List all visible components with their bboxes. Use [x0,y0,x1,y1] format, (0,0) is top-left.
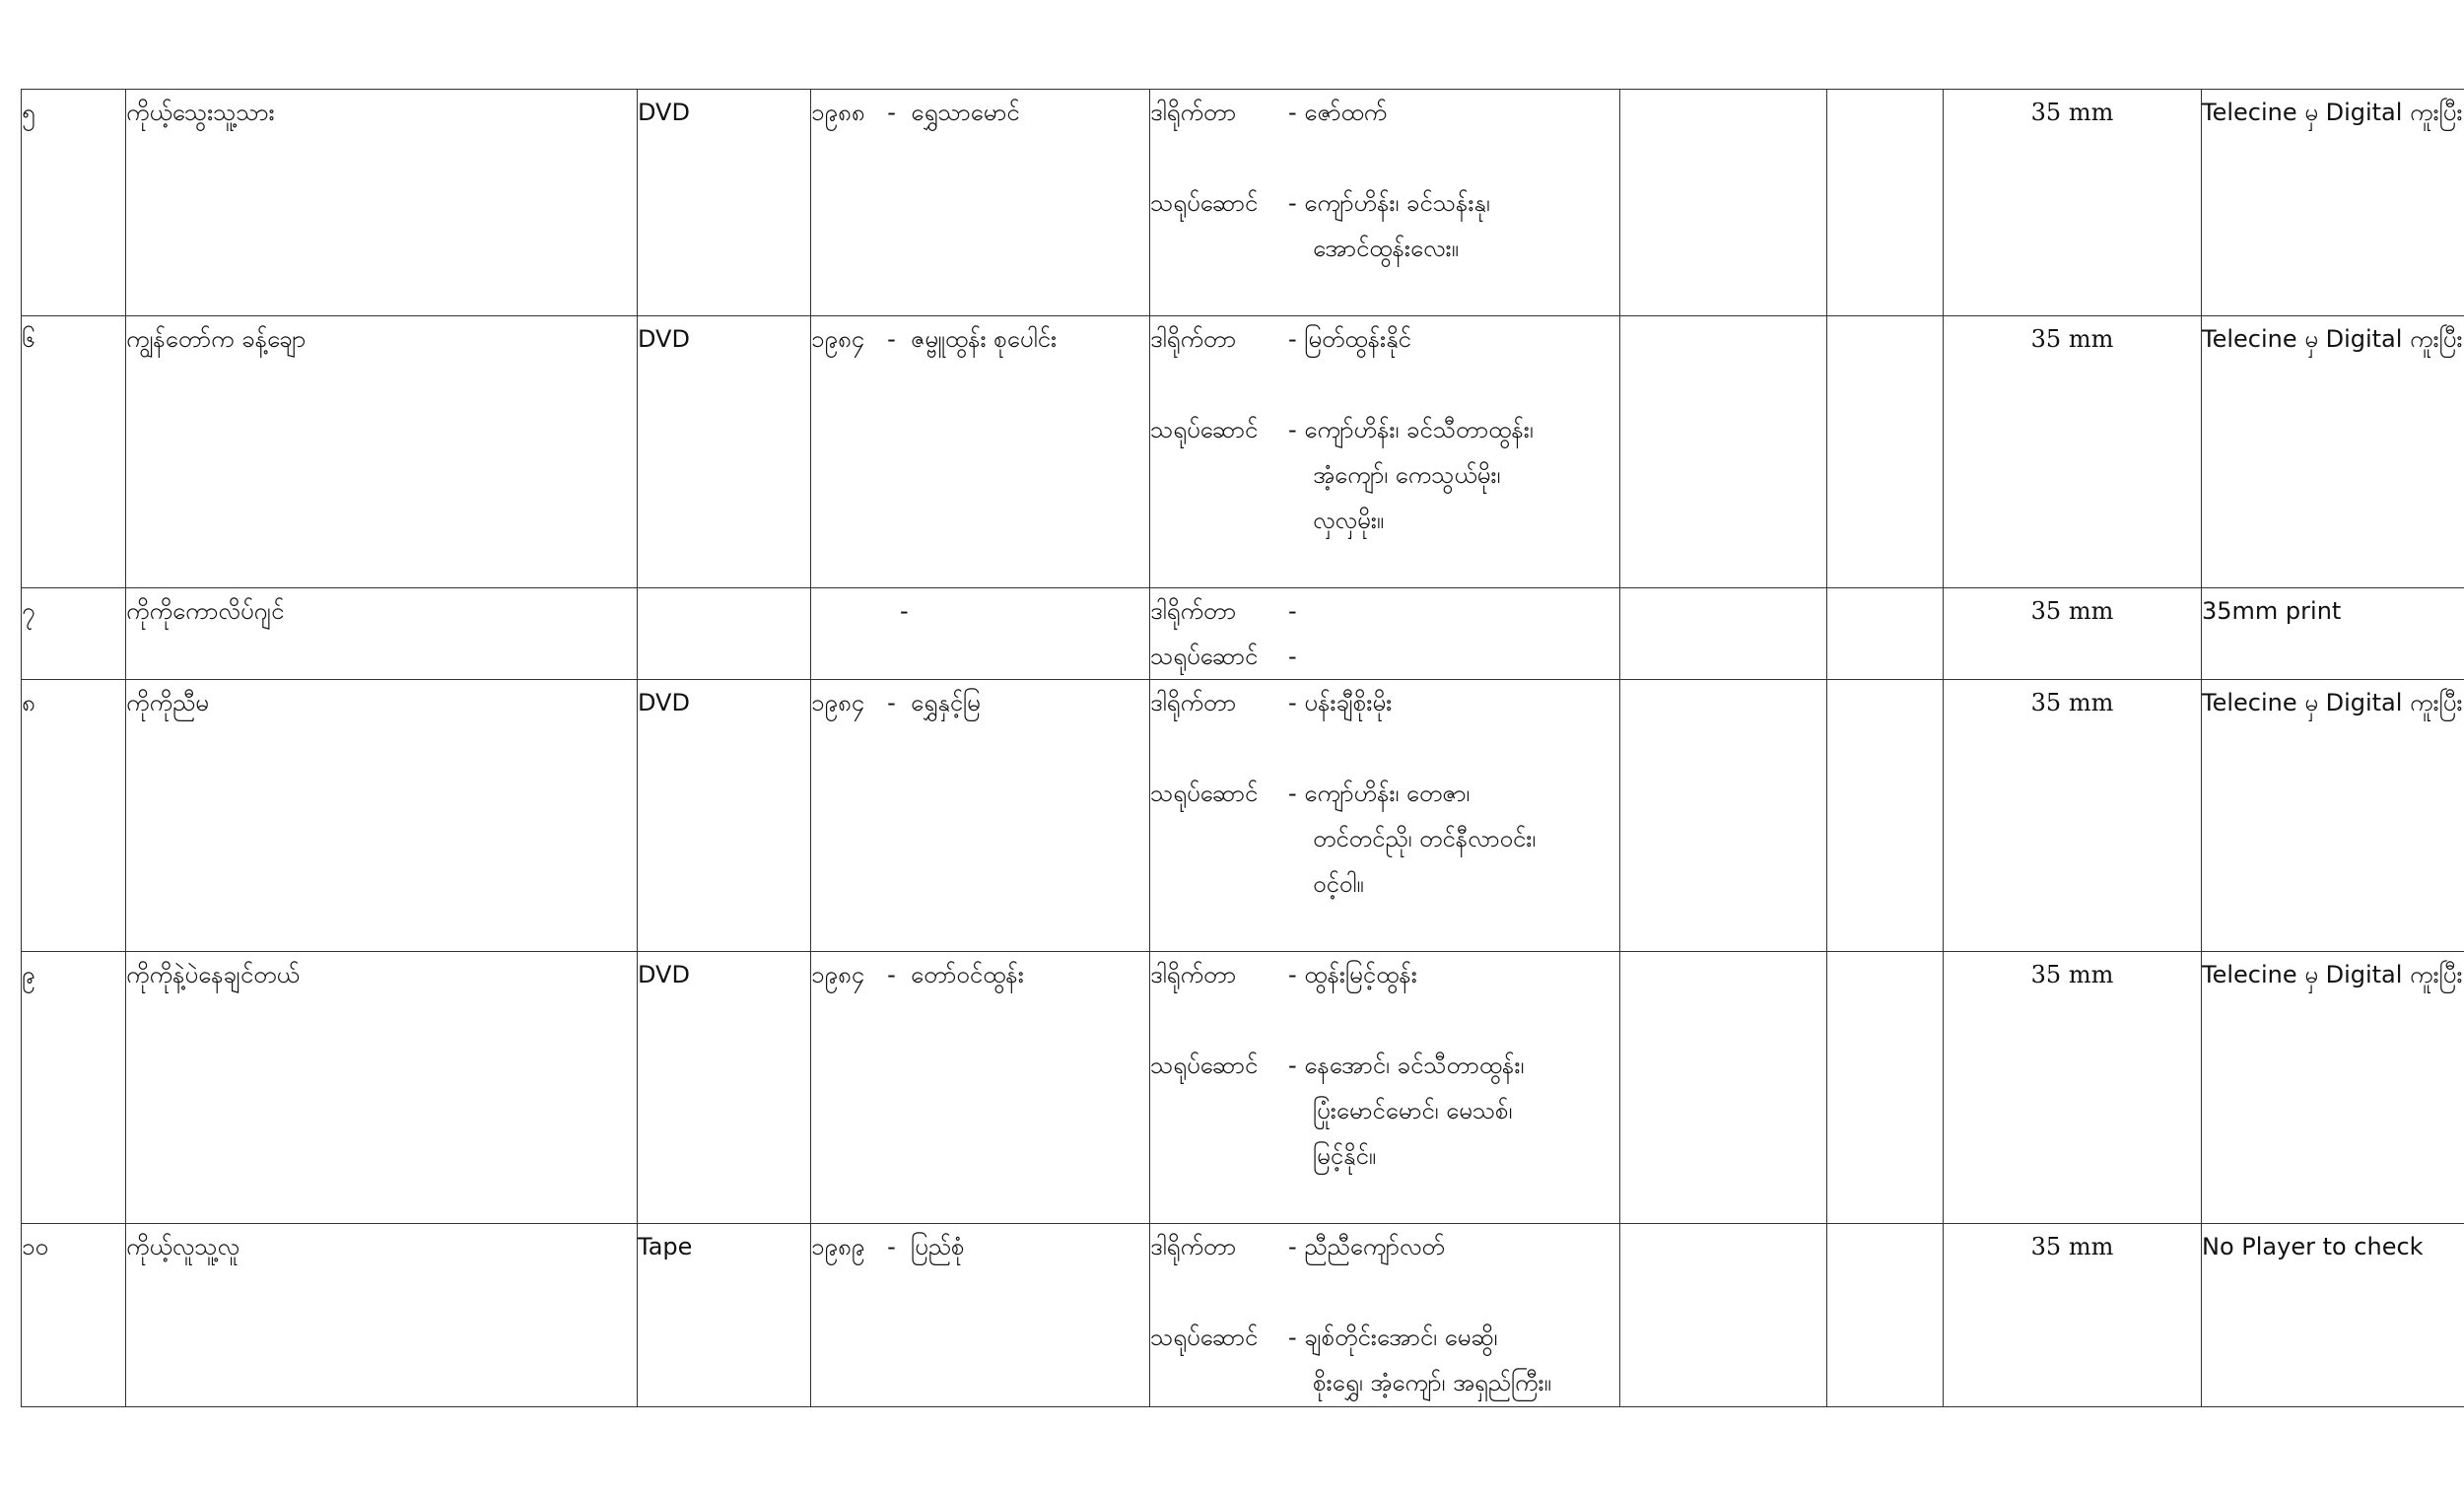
row-number: ၁၀ [22,1233,48,1260]
cast-names-continued: အံ့ကျော်၊ ကေသွယ်မိုး၊ [1313,461,1501,489]
cast-label: သရုပ်ဆောင် [1150,780,1259,807]
release-year: ၁၉၈၄ [811,689,865,716]
film-gauge: 35 mm [2030,99,2114,126]
production-company: ပြည်စုံ [911,1233,965,1260]
empty-cell [1620,680,1827,952]
cast-names: - ကျော်ဟိန်း၊ တေဇာ၊ [1288,780,1471,807]
status-note: No Player to check [2202,1233,2424,1260]
film-title-cell [126,952,638,1224]
row-number-cell [22,588,126,680]
note-cell [2202,1224,2464,1407]
empty-cell [1827,90,1944,316]
film-gauge: 35 mm [2030,325,2114,353]
credits-cell [1150,90,1620,316]
film-title-cell [126,1224,638,1407]
spacer [1150,362,1619,407]
format-cell [638,1224,811,1407]
year-source-line [811,316,1149,362]
status-note: Telecine မှ Digital ကူးပြီး [2202,961,2463,988]
cast-names-continued: စိုးရွှေ၊ အံ့ကျော်၊ အရှည်ကြီး။ [1313,1369,1551,1396]
year-source-line [811,1224,1149,1269]
row-number-cell [22,316,126,588]
note-cell [2202,316,2464,588]
cast-line [1150,771,1619,816]
spacer [1150,135,1619,180]
film-title: ကျွန်တော်က ခန့်ချော [126,325,307,353]
director-name: - ပန်းချီစိုးမိုး [1288,689,1393,716]
row-number: ၆ [22,325,35,353]
row-number-cell [22,680,126,952]
year-source-cell [811,588,1150,680]
director-label: ဒါရိုက်တာ [1150,597,1237,625]
cast-names: - [1288,643,1297,670]
cast-line [1150,1315,1619,1360]
cast-label: သရုပ်ဆောင် [1150,189,1259,217]
credits-cell [1150,316,1620,588]
separator: - [864,961,912,988]
director-name: - ဇော်ထက် [1288,99,1388,126]
empty-cell [1620,952,1827,1224]
film-gauge: 35 mm [2030,1233,2114,1260]
table-row [22,680,2464,952]
media-format: DVD [638,99,690,126]
film-title: ကိုကိုညီမ [126,689,209,716]
table-body [22,90,2464,1407]
row-number-cell [22,952,126,1224]
year-source-line [811,90,1149,135]
release-year: ၁၉၈၄ [811,961,865,988]
film-title-cell [126,316,638,588]
row-number-cell [22,90,126,316]
director-line [1150,1224,1619,1269]
director-label: ဒါရိုက်တာ [1150,325,1237,353]
film-gauge: 35 mm [2030,689,2114,716]
year-source-cell [811,1224,1150,1407]
format-cell [638,90,811,316]
film-title: ကိုယ့်လူသူ့လူ [126,1233,240,1260]
status-note: 35mm print [2202,597,2342,625]
gauge-cell [1944,90,2202,316]
credits-block [1150,680,1619,907]
release-year: ၁၉၈၄ [811,325,865,353]
row-number: ၇ [22,597,35,625]
director-line [1150,316,1619,362]
empty-cell [1827,952,1944,1224]
format-cell [638,588,811,680]
cast-names-continued: လှလှမိုး။ [1313,507,1385,534]
year-source-cell [811,680,1150,952]
director-line [1150,680,1619,725]
note-cell [2202,90,2464,316]
gauge-cell [1944,316,2202,588]
media-format: DVD [638,961,690,988]
note-cell [2202,680,2464,952]
empty-cell [1827,588,1944,680]
credits-cell [1150,952,1620,1224]
year-source-cell [811,90,1150,316]
cast-names: - ချစ်တိုင်းအောင်၊ မေဆွိ၊ [1288,1324,1498,1351]
separator: - [864,1233,912,1260]
year-source-line [811,952,1149,997]
credits-block [1150,1224,1619,1405]
cast-names: - ကျော်ဟိန်း၊ ခင်သန်းနု၊ [1288,189,1490,217]
cast-line [1150,634,1619,679]
separator: - [864,325,912,353]
spacer [1150,997,1619,1043]
film-title: ကိုကိုကောလိပ်ဂျင် [126,597,285,625]
year-source-line [811,588,1149,634]
credits-cell [1150,588,1620,680]
credits-cell [1150,680,1620,952]
table-row [22,316,2464,588]
row-number: ၅ [22,99,35,126]
film-title-cell [126,588,638,680]
row-number-cell [22,1224,126,1407]
director-line [1150,588,1619,634]
director-name: - မြတ်ထွန်းနိုင် [1288,325,1411,353]
table-row [22,952,2464,1224]
cast-line [1150,407,1619,452]
production-company: ရွှေသာမောင် [911,99,1020,126]
year-source-cell [811,952,1150,1224]
film-title-cell [126,680,638,952]
credits-cell [1150,1224,1620,1407]
release-year: ၁၉၈၈ [811,99,865,126]
cast-label: သရုပ်ဆောင် [1150,416,1259,443]
film-title: ကိုယ့်သွေးသူ့သား [126,99,275,126]
credits-block [1150,90,1619,271]
format-cell [638,316,811,588]
cast-names: - ကျော်ဟိန်း၊ ခင်သီတာထွန်း၊ [1288,416,1534,443]
cast-label: သရုပ်ဆောင် [1150,1324,1259,1351]
empty-cell [1827,680,1944,952]
cast-label: သရုပ်ဆောင် [1150,643,1259,670]
film-gauge: 35 mm [2030,597,2114,625]
empty-cell [1827,316,1944,588]
table-row [22,588,2464,680]
director-label: ဒါရိုက်တာ [1150,1233,1237,1260]
status-note: Telecine မှ Digital ကူးပြီး [2202,689,2463,716]
note-cell [2202,952,2464,1224]
row-number: ၈ [22,689,35,716]
year-source-line [811,680,1149,725]
empty-cell [1620,90,1827,316]
cast-names-continued: တင်တင်ညို၊ တင်နီလာဝင်း၊ [1313,825,1537,852]
media-format: DVD [638,689,690,716]
director-label: ဒါရိုက်တာ [1150,961,1237,988]
year-source-cell [811,316,1150,588]
empty-cell [1827,1224,1944,1407]
director-name: - [1288,597,1297,625]
separator: - [864,99,912,126]
gauge-cell [1944,1224,2202,1407]
production-company: - [900,597,909,625]
cast-line [1150,1043,1619,1088]
film-gauge: 35 mm [2030,961,2114,988]
film-archive-table [21,89,2464,1407]
spacer [1150,1269,1619,1315]
gauge-cell [1944,588,2202,680]
director-name: - ညီညီကျော်လတ် [1288,1233,1445,1260]
director-label: ဒါရိုက်တာ [1150,99,1237,126]
director-name: - ထွန်းမြင့်ထွန်း [1288,961,1417,988]
media-format: DVD [638,325,690,353]
cast-label: သရုပ်ဆောင် [1150,1052,1259,1079]
empty-cell [1620,588,1827,680]
note-cell [2202,588,2464,680]
format-cell [638,680,811,952]
spacer [1150,725,1619,771]
table-row [22,90,2464,316]
cast-names-continued: အောင်ထွန်းလေး။ [1313,235,1459,262]
cast-names: - နေအောင်၊ ခင်သီတာထွန်း၊ [1288,1052,1525,1079]
film-title-cell [126,90,638,316]
credits-block [1150,952,1619,1179]
credits-block [1150,588,1619,679]
table-row [22,1224,2464,1407]
status-note: Telecine မှ Digital ကူးပြီး [2202,99,2463,126]
format-cell [638,952,811,1224]
credits-block [1150,316,1619,543]
empty-cell [1620,1224,1827,1407]
cast-names-continued: ဝင့်ဝါ။ [1313,870,1364,898]
separator: - [864,689,912,716]
row-number: ၉ [22,961,35,988]
empty-cell [1620,316,1827,588]
cast-names-continued: မြင့်နိုင်။ [1313,1142,1377,1170]
production-company: ဇမ္ဗူထွန်း စုပေါင်း [911,325,1058,353]
gauge-cell [1944,680,2202,952]
media-format: Tape [638,1233,693,1260]
film-title: ကိုကိုနဲ့ပဲနေချင်တယ် [126,961,300,988]
director-line [1150,952,1619,997]
status-note: Telecine မှ Digital ကူးပြီး [2202,325,2463,353]
production-company: တော်ဝင်ထွန်း [911,961,1024,988]
director-line [1150,90,1619,135]
gauge-cell [1944,952,2202,1224]
cast-names-continued: ပြုံးမောင်မောင်၊ မေသစ်၊ [1313,1097,1513,1124]
director-label: ဒါရိုက်တာ [1150,689,1237,716]
release-year: ၁၉၈၉ [811,1233,865,1260]
cast-line [1150,180,1619,226]
production-company: ရွှေနှင့်မြ [911,689,981,716]
